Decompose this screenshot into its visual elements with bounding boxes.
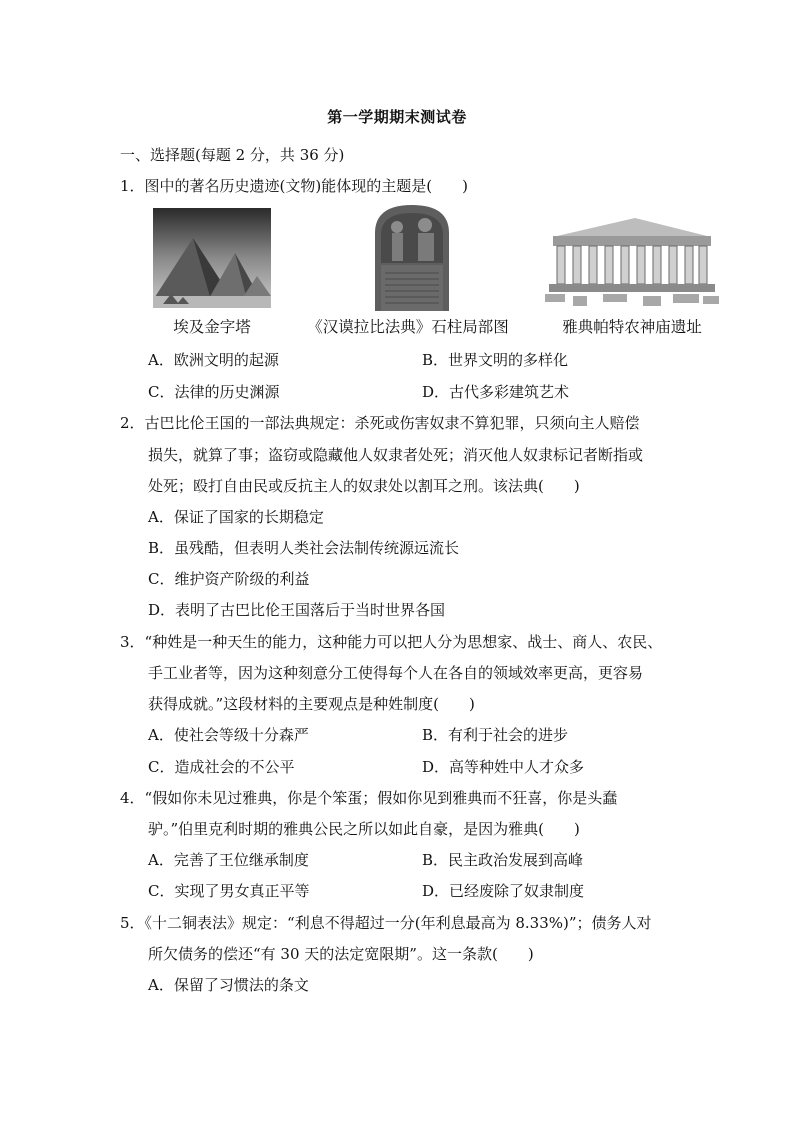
q4-option-b[interactable]: B．民主政治发展到高峰 bbox=[422, 851, 584, 869]
q5-stem-line: 所欠债务的偿还“有 30 天的法定宽限期”。这一条款( ) bbox=[148, 945, 534, 963]
q2-option-b[interactable]: B．虽残酷，但表明人类社会法制传统源远流长 bbox=[148, 539, 460, 557]
parthenon-caption: 雅典帕特农神庙遗址 bbox=[562, 318, 702, 336]
pyramids-photo bbox=[153, 208, 271, 308]
section-heading: 一、选择题(每题 2 分，共 36 分) bbox=[120, 146, 345, 164]
q1-option-c[interactable]: C．法律的历史渊源 bbox=[148, 383, 280, 401]
q3-stem-line: 手工业者等，因为这种刻意分工使得每个人在各自的领域效率更高，更容易 bbox=[148, 664, 644, 682]
q2-stem-line: 处死；殴打自由民或反抗主人的奴隶处以割耳之刑。该法典( ) bbox=[148, 477, 580, 495]
q1-option-d[interactable]: D．古代多彩建筑艺术 bbox=[422, 383, 570, 401]
q3-stem-line: 获得成就。”这段材料的主要观点是种姓制度( ) bbox=[148, 695, 475, 713]
q4-option-c[interactable]: C．实现了男女真正平等 bbox=[148, 882, 310, 900]
q3-option-d[interactable]: D．高等种姓中人才众多 bbox=[422, 758, 585, 776]
q1-option-a[interactable]: A．欧洲文明的起源 bbox=[148, 351, 279, 369]
q5-option-a[interactable]: A．保留了习惯法的条文 bbox=[148, 976, 309, 994]
q1-option-b[interactable]: B．世界文明的多样化 bbox=[422, 351, 569, 369]
q3-stem-line: 3．“种姓是一种天生的能力，这种能力可以把人分为思想家、战士、商人、农民、 bbox=[120, 633, 663, 651]
q2-option-d[interactable]: D．表明了古巴比伦王国落后于当时世界各国 bbox=[148, 601, 446, 619]
q2-stem-line: 2．古巴比伦王国的一部法典规定：杀死或伤害奴隶不算犯罪，只须向主人赔偿 bbox=[120, 414, 640, 432]
q3-option-c[interactable]: C．造成社会的不公平 bbox=[148, 758, 295, 776]
parthenon-photo bbox=[543, 214, 721, 308]
page-title: 第一学期期末测试卷 bbox=[327, 108, 467, 126]
pyramids-caption: 埃及金字塔 bbox=[173, 318, 251, 336]
q2-option-c[interactable]: C．维护资产阶级的利益 bbox=[148, 570, 310, 588]
q4-stem-line: 4．“假如你未见过雅典，你是个笨蛋；假如你见到雅典而不狂喜，你是头蠢 bbox=[120, 789, 618, 807]
q4-option-a[interactable]: A．完善了王位继承制度 bbox=[148, 851, 309, 869]
hammurabi-stele-photo bbox=[367, 203, 457, 311]
q5-stem-line: 5．《十二铜表法》规定：“利息不得超过一分(年利息最高为 8.33%)”；债务人对 bbox=[120, 914, 652, 932]
q4-stem-line: 驴。”伯里克利时期的雅典公民之所以如此自豪，是因为雅典( ) bbox=[148, 820, 580, 838]
q3-option-b[interactable]: B．有利于社会的进步 bbox=[422, 726, 569, 744]
q2-option-a[interactable]: A．保证了国家的长期稳定 bbox=[148, 508, 324, 526]
q2-stem-line: 损失，就算了事；盗窃或隐藏他人奴隶者处死；消灭他人奴隶标记者断指或 bbox=[148, 446, 644, 464]
hammurabi-caption: 《汉谟拉比法典》石柱局部图 bbox=[307, 318, 509, 336]
q3-option-a[interactable]: A．使社会等级十分森严 bbox=[148, 726, 309, 744]
q4-option-d[interactable]: D．已经废除了奴隶制度 bbox=[422, 882, 585, 900]
q1-stem: 1．图中的著名历史遗迹(文物)能体现的主题是( ) bbox=[120, 177, 468, 195]
